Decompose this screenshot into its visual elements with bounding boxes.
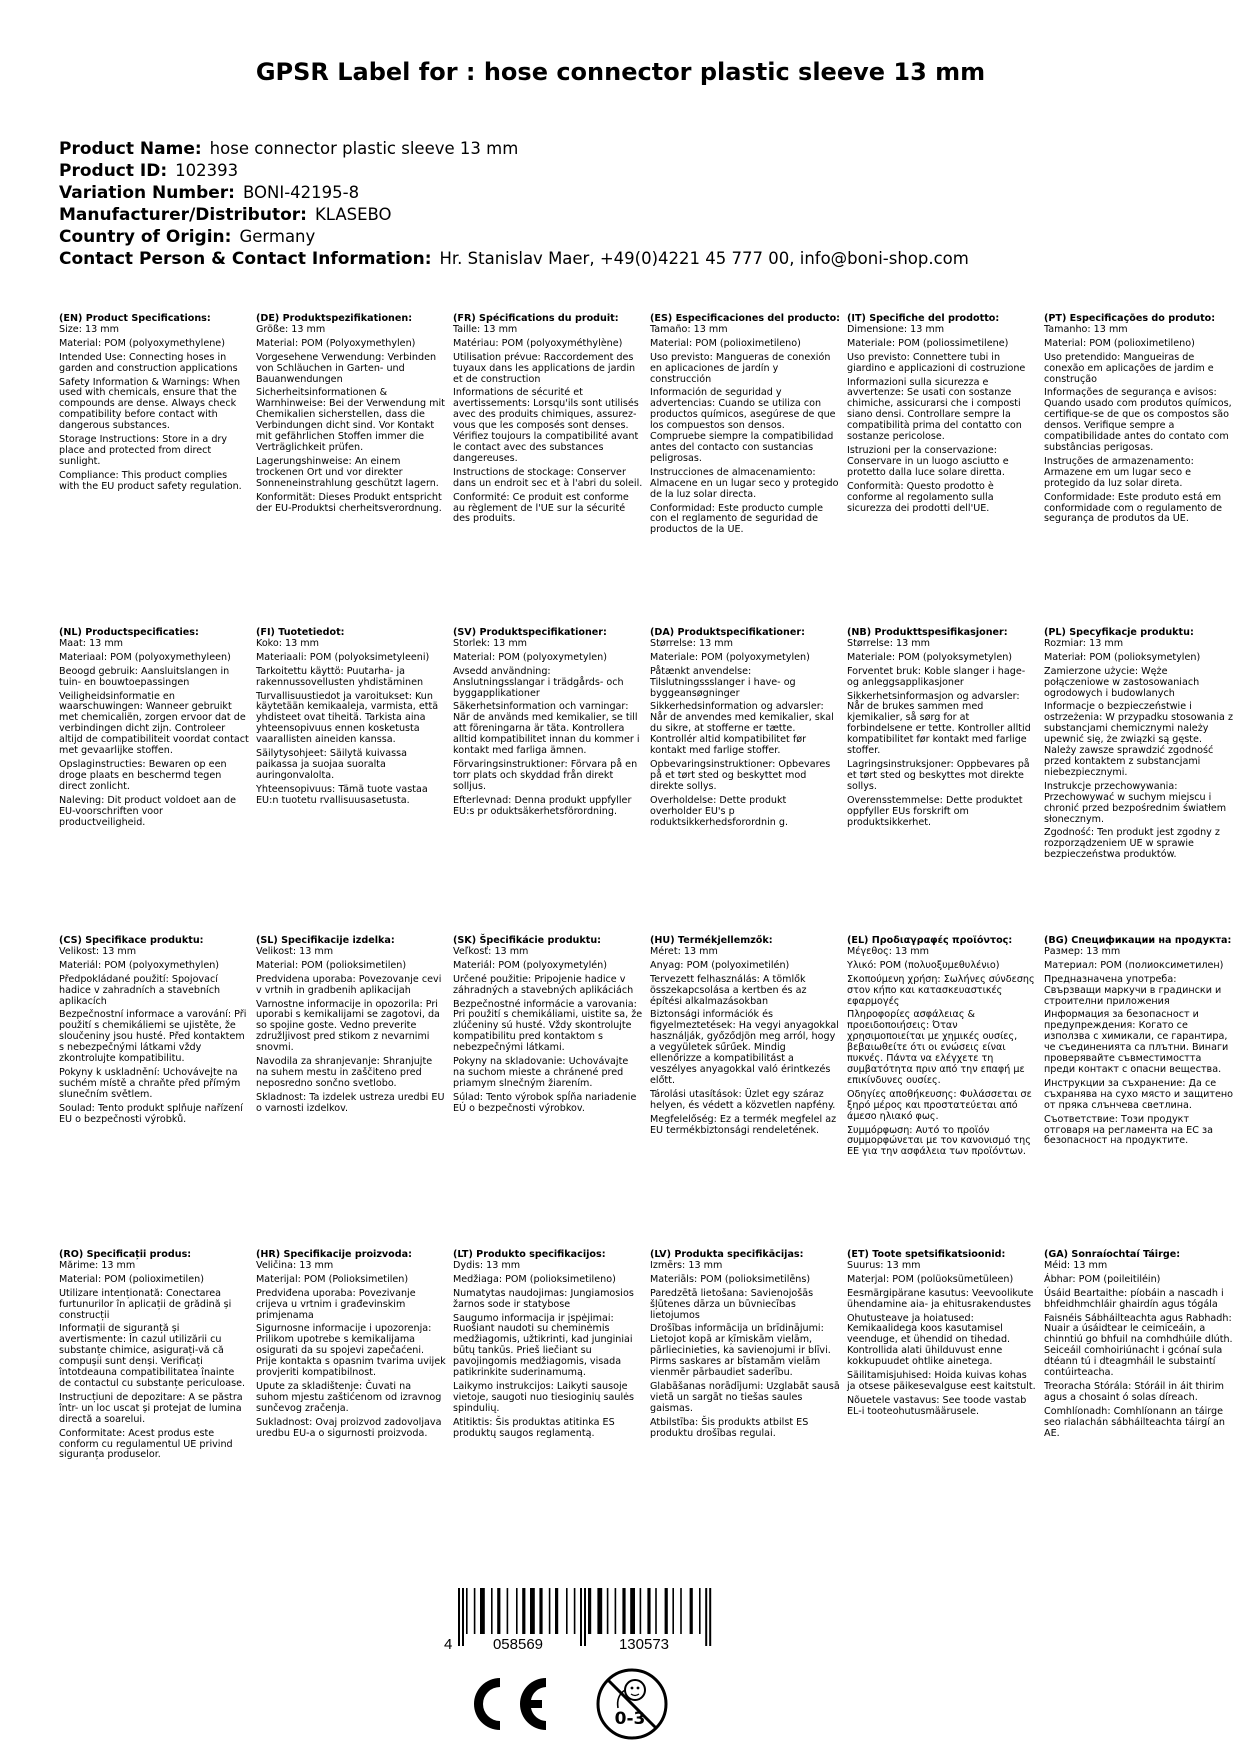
spec-block bbox=[453, 1250, 643, 1443]
info-label: Contact Person & Contact Information: bbox=[59, 249, 432, 269]
spec-heading: (NB) Produkttspesifikasjoner: bbox=[847, 627, 1008, 638]
spec-block bbox=[453, 314, 643, 528]
spec-line: Dydis: 13 mm bbox=[453, 1259, 521, 1271]
spec-heading: (SV) Produktspecifikationer: bbox=[453, 627, 607, 638]
barcode-bar bbox=[474, 1588, 476, 1634]
spec-line: Velikost: 13 mm bbox=[256, 945, 334, 957]
spec-line: Información de seguridad y advertencias: Cuando se utiliza con productos químicos, asegúrese de que los compuestos son densos. Compruebe siempre la compatibilidad antes del contacto con sustancias peligrosas. bbox=[650, 387, 836, 464]
spec-line: Safety Information & Warnings: When used with chemicals, ensure that the compounds are dense. Always check compatibility before contact with dangerous substances. bbox=[59, 376, 241, 432]
spec-line: Súlad: Tento výrobok spĺňa nariadenie EÚ o bezpečnosti výrobkov. bbox=[453, 1091, 637, 1114]
spec-line: Forventet bruk: Koble slanger i hage- og anleggsapplikasjoner bbox=[847, 665, 1026, 688]
barcode-bar bbox=[630, 1588, 635, 1634]
spec-line: Predvidena uporaba: Povezovanje cevi v vrtnih in gradbenih aplikacijah bbox=[256, 973, 442, 996]
spec-line: Instruções de armazenamento: Armazene em um lugar seco e protegido da luz solar direta. bbox=[1044, 455, 1194, 489]
barcode bbox=[436, 1586, 726, 1652]
barcode-bar bbox=[672, 1588, 674, 1634]
spec-line: Material: POM (polioksimetilen) bbox=[256, 959, 407, 971]
spec-line: Uso pretendido: Mangueiras de conexão em aplicações de jardim e construção bbox=[1044, 351, 1214, 385]
spec-block bbox=[453, 628, 643, 821]
spec-heading: (IT) Specifiche del prodotto: bbox=[847, 313, 1000, 324]
spec-line: Bezpečnostné informácie a varovania: Pri použití s chemikáliami, uistite sa, že zlúčeniny sú husté. Vždy skontrolujte kompatibilitu pred kontaktom s nebezpečnými látkami. bbox=[453, 998, 643, 1054]
spec-heading: (ES) Especificaciones del producto: bbox=[650, 313, 841, 324]
spec-line: Atitiktis: Šis produktas atitinka ES produktų saugos reglamentą. bbox=[453, 1416, 615, 1439]
spec-line: Sigurnosne informacije i upozorenja: Prilikom upotrebe s kemikalijama osigurati da su spojevi zapečaćeni. Prije kontakta s opasnim tvarima uvijek provjeriti kompatibilnost. bbox=[256, 1323, 446, 1379]
spec-block bbox=[453, 936, 643, 1118]
spec-line: Säkerhetsinformation och varningar: När de används med kemikalier, se till att föreningarna är täta. Kontrollera alltid kompatibilitet innan du kommer i kontakt med farliga ämnen. bbox=[453, 701, 640, 757]
barcode-bar bbox=[690, 1588, 693, 1634]
product-id-row bbox=[59, 160, 969, 182]
spec-line: Materiāls: POM (polioksimetilēns) bbox=[650, 1273, 811, 1285]
spec-line: Laikymo instrukcijos: Laikyti sausoje vietoje, saugoti nuo tiesioginių saulės spindulių. bbox=[453, 1380, 635, 1414]
spec-line: Istruzioni per la conservazione: Conservare in un luogo asciutto e protetto dalla luce solare diretta. bbox=[847, 444, 1009, 478]
spec-heading: (HU) Termékjellemzők: bbox=[650, 935, 773, 946]
spec-line: Materiale: POM (polyoksymetylen) bbox=[847, 651, 1013, 663]
info-value: BONI-42195-8 bbox=[242, 183, 360, 202]
spec-line: Materiál: POM (polyoxymetylén) bbox=[453, 959, 607, 971]
spec-line: Materiaal: POM (polyoxymethyleen) bbox=[59, 651, 231, 663]
spec-line: Intended Use: Connecting hoses in garden and construction applications bbox=[59, 351, 238, 374]
spec-line: Informații de siguranță și avertismente: În cazul utilizării cu substanțe chimice, asigurați-vă că compușii sunt denși. Verificați întotdeauna compatibilitatea înainte de contactul cu substanțe periculoase. bbox=[59, 1323, 246, 1389]
info-label: Country of Origin: bbox=[59, 227, 232, 247]
barcode-bar bbox=[539, 1588, 542, 1634]
spec-line: Úsáid Beartaithe: píobáin a nascadh i bhfeidhmchláir ghairdín agus tógála bbox=[1044, 1287, 1224, 1310]
spec-line: Uso previsto: Mangueras de conexión en aplicaciones de jardín y construcción bbox=[650, 351, 831, 385]
spec-block bbox=[1044, 1250, 1234, 1443]
spec-block bbox=[650, 936, 840, 1139]
spec-line: Izmērs: 13 mm bbox=[650, 1259, 723, 1271]
spec-line: Instrukcje przechowywania: Przechowywać w suchym miejscu i chronić przed bezpośrednim światłem słonecznym. bbox=[1044, 780, 1227, 825]
spec-heading: (PL) Specyfikacje produktu: bbox=[1044, 627, 1194, 638]
spec-line: Efterlevnad: Denna produkt uppfyller EU:s pr oduktsäkerhetsförordning. bbox=[453, 794, 632, 817]
barcode-digits-left: 058569 bbox=[492, 1636, 544, 1652]
product-info bbox=[59, 138, 969, 270]
spec-block bbox=[650, 314, 840, 539]
spec-line: Conformidade: Este produto está em conformidade com o regulamento de segurança de produtos da UE. bbox=[1044, 491, 1223, 525]
spec-line: Material: POM (polyoxymethylene) bbox=[59, 337, 225, 349]
spec-heading: (EN) Product Specifications: bbox=[59, 313, 211, 324]
spec-heading: (DA) Produktspecifikationer: bbox=[650, 627, 805, 638]
barcode-bar bbox=[615, 1588, 617, 1634]
spec-line: Navodila za shranjevanje: Shranjujte na suhem mestu in zaščiteno pred neposredno sončno svetlobo. bbox=[256, 1056, 433, 1089]
barcode-bar bbox=[680, 1588, 682, 1634]
spec-line: Opslaginstructies: Bewaren op een droge plaats en beschermd tegen direct zonlicht. bbox=[59, 758, 227, 792]
spec-block bbox=[256, 628, 446, 810]
spec-line: Pokyny k uskladnění: Uchovávejte na suchém místě a chraňte před přímým slunečním světlem. bbox=[59, 1066, 241, 1100]
info-value: Germany bbox=[239, 227, 316, 246]
spec-line: Tamaño: 13 mm bbox=[650, 323, 728, 335]
spec-line: Storlek: 13 mm bbox=[453, 637, 528, 649]
spec-line: Comhlíonadh: Comhlíonann an táirge seo rialachán sábháilteachta táirgí an AE. bbox=[1044, 1405, 1225, 1439]
spec-line: Instrucciones de almacenamiento: Almacene en un lugar seco y protegido de la luz solar directa. bbox=[650, 466, 839, 500]
spec-block bbox=[847, 1250, 1037, 1421]
variation-number-row bbox=[59, 182, 969, 204]
spec-heading: (DE) Produktspezifikationen: bbox=[256, 313, 413, 324]
spec-line: Faisnéis Sábháilteachta agus Rabhadh: Nuair a úsáidtear le ceimiceáin, a chinntiú go bhfuil na comhdhúile dlúth. Seiceáil comhoiriúnacht i gcónaí sula dtéann tú i dteagmháil le substaintí contúirteacha. bbox=[1044, 1312, 1233, 1379]
spec-block bbox=[59, 1250, 249, 1464]
spec-line: Tárolási utasítások: Üzlet egy száraz helyen, és védett a közvetlen napfény. bbox=[650, 1088, 836, 1111]
spec-line: Předpokládané použití: Spojovací hadice v zahradních a stavebních aplikacích bbox=[59, 973, 221, 1007]
spec-line: Sikkerhetsinformasjon og advarsler: Når de brukes sammen med kjemikalier, så sørg for at forbindelsene er tette. Kontroller alltid kompatibilitet før kontakt med farlige stoffer. bbox=[847, 690, 1031, 757]
info-value: 102393 bbox=[175, 161, 239, 180]
spec-line: Konformität: Dieses Produkt entspricht der EU-Produktsi cherheitsverordnung. bbox=[256, 491, 442, 514]
spec-line: Инструкции за съхранение: Да се съхранява на сухо място и защитено от пряка слънчева светлина. bbox=[1044, 1077, 1234, 1111]
spec-line: Numatytas naudojimas: Jungiamosios žarnos sode ir statybose bbox=[453, 1287, 634, 1310]
spec-line: Material: POM (polioximetilen) bbox=[59, 1273, 204, 1285]
spec-heading: (LV) Produkta specifikācijas: bbox=[650, 1249, 804, 1260]
spec-block bbox=[256, 936, 446, 1118]
spec-line: Megfelelőség: Ez a termék megfelel az EU termékbiztonsági rendeletének. bbox=[650, 1113, 837, 1136]
spec-heading: (SL) Specifikacije izdelka: bbox=[256, 935, 395, 946]
manufacturer-row bbox=[59, 204, 969, 226]
page-title: GPSR Label for : hose connector plastic sleeve 13 mm bbox=[255, 58, 986, 86]
spec-line: Uso previsto: Connettere tubi in giardino e applicazioni di costruzione bbox=[847, 351, 1026, 374]
spec-line: Predviđena uporaba: Povezivanje crijeva u vrtnim i građevinskim primjenama bbox=[256, 1287, 416, 1321]
spec-line: Instrucțiuni de depozitare: A se păstra într- un loc uscat și protejat de lumina directă a soarelui. bbox=[59, 1391, 243, 1425]
barcode-bar bbox=[530, 1588, 535, 1634]
age-warning-icon bbox=[598, 1670, 666, 1738]
spec-line: Tervezett felhasználás: A tömlők összekapcsolása a kertben és az építési alkalmazásokban bbox=[650, 973, 807, 1007]
spec-line: Σκοπούμενη χρήση: Σωλήνες σύνδεσης στον κήπο και κατασκευαστικές εφαρμογές bbox=[847, 973, 1035, 1007]
spec-line: Turvallisuustiedot ja varoitukset: Kun käytetään kemikaaleja, varmista, että yhdisteet ovat tiheitä. Tarkista aina yhteensopivuus ennen kosketusta vaarallisten aineiden kanssa. bbox=[256, 690, 439, 746]
spec-block bbox=[1044, 628, 1234, 864]
barcode-digit-first: 4 bbox=[444, 1636, 453, 1652]
spec-line: Materiale: POM (polyoxymetylen) bbox=[650, 651, 810, 663]
spec-line: Tamanho: 13 mm bbox=[1044, 323, 1128, 335]
spec-line: Lagerungshinweise: An einem trockenen Ort und vor direkter Sonneneinstrahlung geschützt lagern. bbox=[256, 455, 439, 489]
spec-line: Skladnost: Ta izdelek ustreza uredbi EU o varnosti izdelkov. bbox=[256, 1091, 445, 1114]
spec-line: Koko: 13 mm bbox=[256, 637, 319, 649]
spec-line: Utilizare intenționată: Conectarea furtunurilor în aplicații de grădină și construcții bbox=[59, 1287, 232, 1321]
spec-heading: (SK) Špecifikácie produktu: bbox=[453, 935, 602, 946]
spec-heading: (CS) Specifikace produktu: bbox=[59, 935, 204, 946]
spec-line: Vorgesehene Verwendung: Verbinden von Schläuchen in Garten- und Bauanwendungen bbox=[256, 351, 437, 385]
spec-line: Bezpečnostní informace a varování: Při použití s chemikáliemi se ujistěte, že sloučeniny jsou husté. Před kontaktem s nebezpečnými látkami vždy zkontrolujte kompatibilitu. bbox=[59, 1009, 247, 1065]
spec-line: Overholdelse: Dette produkt overholder EU's p roduktsikkerhedsforordnin g. bbox=[650, 794, 789, 828]
spec-line: Avsedd användning: Anslutningsslangar i trädgårds- och byggapplikationer bbox=[453, 665, 624, 699]
spec-block bbox=[847, 936, 1037, 1161]
barcode-bar bbox=[665, 1588, 668, 1634]
spec-line: Størrelse: 13 mm bbox=[847, 637, 930, 649]
spec-line: Ohutusteave ja hoiatused: Kemikaalidega koos kasutamisel veenduge, et ühendid on tihedad. Kontrollida alati ühilduvust enne kokkupuudet ohtlike ainetega. bbox=[847, 1312, 1011, 1368]
spec-block bbox=[847, 628, 1037, 831]
spec-line: Materiaali: POM (polyoksimetyleeni) bbox=[256, 651, 430, 663]
spec-line: Materiał: POM (polioksymetylen) bbox=[1044, 651, 1201, 663]
spec-line: Materijal: POM (Polioksimetilen) bbox=[256, 1273, 409, 1285]
barcode-bar bbox=[491, 1588, 493, 1634]
info-value: Hr. Stanislav Maer, +49(0)4221 45 777 00, info@boni-shop.com bbox=[439, 249, 969, 268]
spec-line: Размер: 13 mm bbox=[1044, 945, 1121, 957]
spec-line: Compliance: This product complies with the EU product safety regulation. bbox=[59, 469, 242, 492]
info-label: Product Name: bbox=[59, 139, 202, 159]
spec-line: Varnostne informacije in opozorila: Pri uporabi s kemikalijami se zagotovi, da so spojine goste. Vedno preverite združljivost pred stikom z nevarnimi snovmi. bbox=[256, 998, 440, 1054]
spec-line: Naleving: Dit product voldoet aan de EU-voorschriften voor productveiligheid. bbox=[59, 794, 236, 828]
spec-line: Yhteensopivuus: Tämä tuote vastaa EU:n tuotetu rvallisuusasetusta. bbox=[256, 783, 428, 806]
spec-line: Suurus: 13 mm bbox=[847, 1259, 921, 1271]
spec-heading: (NL) Productspecificaties: bbox=[59, 627, 199, 638]
spec-heading: (LT) Produkto specifikacijos: bbox=[453, 1249, 606, 1260]
barcode-bar bbox=[480, 1588, 485, 1634]
spec-line: Glabāšanas norādījumi: Uzglabāt sausā vietā un sargāt no tiešas saules gaismas. bbox=[650, 1380, 840, 1414]
age-label: 0-3 bbox=[614, 1709, 646, 1729]
info-value: KLASEBO bbox=[314, 205, 392, 224]
barcode-bar bbox=[655, 1588, 657, 1634]
barcode-bar bbox=[699, 1588, 701, 1634]
spec-line: Conformitate: Acest produs este conform cu regulamentul UE privind siguranța produselor. bbox=[59, 1427, 233, 1461]
spec-line: Съответствие: Този продукт отговаря на регламента на ЕС за безопасност на продуктите. bbox=[1044, 1113, 1213, 1147]
barcode-bar bbox=[466, 1588, 468, 1634]
spec-line: Instructions de stockage: Conserver dans un endroit sec et à l'abri du soleil. bbox=[453, 466, 643, 489]
spec-heading: (GA) Sonraíochtaí Táirge: bbox=[1044, 1249, 1181, 1260]
spec-line: Rozmiar: 13 mm bbox=[1044, 637, 1124, 649]
barcode-digits-right: 130573 bbox=[618, 1636, 670, 1652]
spec-line: Säilitamisjuhised: Hoida kuivas kohas ja otsese päikesevalguse eest kaitstult. bbox=[847, 1370, 1036, 1392]
compliance-marks bbox=[460, 1664, 700, 1744]
spec-line: Material: POM (Polyoxymethylen) bbox=[256, 337, 416, 349]
product-name-row bbox=[59, 138, 969, 160]
barcode-bar bbox=[705, 1588, 707, 1646]
barcode-bar bbox=[647, 1588, 650, 1634]
spec-line: Υλικό: POM (πολυοξυμεθυλένιο) bbox=[847, 959, 1000, 971]
spec-line: Informazioni sulla sicurezza e avvertenze: Se usati con sostanze chimiche, assicurarsi che i composti siano densi. Controllare sempre la compatibilità prima del contatto con sostanze pericolose. bbox=[847, 376, 1022, 443]
spec-heading: (BG) Спецификации на продукта: bbox=[1044, 935, 1232, 946]
spec-line: Drošības informācija un brīdinājumi: Lietojot kopā ar ķīmiskām vielām, pārliecinieties, ka savienojumi ir blīvi. Pirms saskares ar bīstamām vielām vienmēr pārbaudiet saderību. bbox=[650, 1323, 831, 1379]
barcode-bar bbox=[497, 1588, 500, 1634]
barcode-bar bbox=[522, 1588, 525, 1634]
spec-line: Atbilstība: Šis produkts atbilst ES produktu drošības regulai. bbox=[650, 1416, 809, 1439]
spec-line: Sicherheitsinformationen & Warnhinweise: Bei der Verwendung mit Chemikalien sicherstellen, dass die Verbindungen dicht sind. Vor Kontakt mit gefährlichen Stoffen immer die Verträglichkeit prüfen. bbox=[256, 387, 445, 453]
spec-line: Opbevaringsinstruktioner: Opbevares på et tørt sted og beskyttet mod direkte sollys. bbox=[650, 758, 831, 792]
spec-line: Materiale: POM (poliossimetilene) bbox=[847, 337, 1009, 349]
spec-line: Matériau: POM (polyoxyméthylène) bbox=[453, 337, 623, 349]
barcode-bar bbox=[640, 1588, 642, 1634]
spec-line: Sikkerhedsinformation og advarsler: Når de anvendes med kemikalier, skal du sikre, at stofferne er tætte. Kontrollér altid kompatibilitet før kontakt med farlige stoffer. bbox=[650, 701, 834, 757]
spec-line: Pokyny na skladovanie: Uchovávajte na suchom mieste a chránené pred priamym slnečným žiarením. bbox=[453, 1056, 629, 1089]
spec-heading: (FR) Spécifications du produit: bbox=[453, 313, 619, 324]
spec-line: Mărime: 13 mm bbox=[59, 1259, 136, 1271]
spec-line: Conformité: Ce produit est conforme au règlement de l'UE sur la sécurité des produits. bbox=[453, 491, 629, 525]
barcode-bar bbox=[555, 1588, 558, 1634]
spec-line: Dimensione: 13 mm bbox=[847, 323, 945, 335]
spec-line: Säilytysohjeet: Säilytä kuivassa paikassa ja suojaa suoralta auringonvalolta. bbox=[256, 748, 407, 781]
spec-block bbox=[1044, 936, 1234, 1150]
spec-line: Zamierzone użycie: Węże połączeniowe w zastosowaniach ogrodowych i budowlanych bbox=[1044, 665, 1200, 699]
spec-line: Materiál: POM (polyoxymethylen) bbox=[59, 959, 220, 971]
spec-line: Méret: 13 mm bbox=[650, 945, 718, 957]
spec-block bbox=[847, 314, 1037, 517]
barcode-bar bbox=[507, 1588, 509, 1634]
spec-block bbox=[650, 628, 840, 831]
spec-line: Určené použitie: Pripojenie hadice v záhradných a stavebných aplikáciách bbox=[453, 973, 634, 996]
spec-line: Предназначена употреба: Свързващи маркучи в градински и строителни приложения bbox=[1044, 973, 1222, 1007]
spec-heading: (ET) Toote spetsifikatsioonid: bbox=[847, 1249, 1006, 1260]
spec-line: Utilisation prévue: Raccordement des tuyaux dans les applications de jardin et de construction bbox=[453, 351, 636, 385]
barcode-bar bbox=[458, 1588, 460, 1646]
spec-line: Zgodność: Ten produkt jest zgodny z rozporządzeniem UE w sprawie bezpieczeństwa produktów. bbox=[1044, 827, 1220, 861]
spec-block bbox=[650, 1250, 840, 1443]
spec-line: Πληροφορίες ασφάλειας & προειδοποιήσεις: Όταν χρησιμοποιείται με χημικές ουσίες, βεβαιωθείτε ότι οι ενώσεις είναι πυκνές. Πάντα να ελέγχετε τη συμβατότητα πριν από την επαφή με επικίνδυνες ουσίες. bbox=[847, 1009, 1025, 1086]
info-label: Product ID: bbox=[59, 161, 168, 181]
spec-line: Maat: 13 mm bbox=[59, 637, 124, 649]
spec-block bbox=[59, 314, 249, 496]
spec-block bbox=[59, 936, 249, 1129]
spec-heading: (FI) Tuotetiedot: bbox=[256, 627, 345, 638]
country-of-origin-row bbox=[59, 226, 969, 248]
barcode-bar bbox=[709, 1588, 711, 1646]
spec-line: Μέγεθος: 13 mm bbox=[847, 945, 929, 957]
barcode-bar bbox=[566, 1588, 568, 1634]
spec-block bbox=[59, 628, 249, 831]
spec-line: Taille: 13 mm bbox=[453, 323, 518, 335]
spec-line: Veličina: 13 mm bbox=[256, 1259, 334, 1271]
spec-line: Size: 13 mm bbox=[59, 323, 119, 335]
spec-line: Informations de sécurité et avertissements: Lorsqu'ils sont utilisés avec des produits chimiques, assurez-vous que les composés sont denses. Vérifiez toujours la compatibilité avant le contact avec des substances dangereuses. bbox=[453, 387, 639, 464]
spec-line: Paredzētā lietošana: Savienojošās šļūtenes dārza un būvniecības lietojumos bbox=[650, 1287, 814, 1321]
info-label: Variation Number: bbox=[59, 183, 235, 203]
spec-line: Οδηγίες αποθήκευσης: Φυλάσσεται σε ξηρό μέρος και προστατεύεται από άμεσο ηλιακό φως. bbox=[847, 1088, 1032, 1122]
spec-line: Material: POM (polioximetileno) bbox=[650, 337, 801, 349]
spec-line: Ábhar: POM (poileitiléin) bbox=[1044, 1273, 1161, 1285]
spec-line: Veľkosť: 13 mm bbox=[453, 945, 529, 957]
spec-line: Saugumo informacija ir įspėjimai: Ruošiant naudoti su cheminėmis medžiagomis, užtikrinti, kad junginiai būtų tankūs. Prieš liečiant su pavojingomis medžiagomis, visada patikrinkite suderinamumą. bbox=[453, 1312, 633, 1379]
spec-block bbox=[1044, 314, 1234, 528]
barcode-bar bbox=[462, 1588, 464, 1646]
spec-line: Eesmärgipärane kasutus: Veevoolikute ühendamine aia- ja ehitusrakendustes bbox=[847, 1287, 1034, 1310]
spec-line: Veiligheidsinformatie en waarschuwingen: Wanneer gebruikt met chemicaliën, zorgen ervoor dat de verbindingen dicht zijn. Controleer altijd de compatibiliteit voordat contact met gevaarlijke stoffen. bbox=[59, 690, 249, 757]
barcode-bar bbox=[588, 1588, 591, 1634]
spec-line: Informações de segurança e avisos: Quando usado com produtos químicos, certifique-se de que os compostos são densos. Verifique sempre a compatibilidade antes do contato com substâncias perigosas. bbox=[1044, 387, 1232, 453]
spec-line: Medžiaga: POM (polioksimetileno) bbox=[453, 1273, 616, 1285]
spec-line: Lagringsinstruksjoner: Oppbevares på et tørt sted og beskyttes mot direkte sollys. bbox=[847, 758, 1030, 792]
spec-line: Material: POM (polioximetileno) bbox=[1044, 337, 1195, 349]
spec-line: Größe: 13 mm bbox=[256, 323, 326, 335]
spec-line: Velikost: 13 mm bbox=[59, 945, 137, 957]
spec-line: Tarkoitettu käyttö: Puutarha- ja rakennussovellusten yhdistäminen bbox=[256, 665, 424, 688]
barcode-bar bbox=[584, 1588, 586, 1646]
spec-heading: (PT) Especificações do produto: bbox=[1044, 313, 1216, 324]
spec-line: Storage Instructions: Store in a dry place and protected from direct sunlight. bbox=[59, 434, 228, 467]
spec-line: Förvaringsinstruktioner: Förvara på en torr plats och skyddad från direkt solljus. bbox=[453, 758, 638, 792]
spec-line: Material: POM (polyoxymetylen) bbox=[453, 651, 607, 663]
spec-line: Méid: 13 mm bbox=[1044, 1259, 1108, 1271]
spec-line: Størrelse: 13 mm bbox=[650, 637, 733, 649]
spec-line: Anyag: POM (polyoximetilén) bbox=[650, 959, 790, 971]
barcode-bar bbox=[597, 1588, 602, 1634]
info-label: Manufacturer/Distributor: bbox=[59, 205, 307, 225]
spec-block bbox=[256, 314, 446, 517]
info-value: hose connector plastic sleeve 13 mm bbox=[209, 139, 519, 158]
spec-line: Nõuetele vastavus: See toode vastab EL-i tooteohutusmäärusele. bbox=[847, 1394, 1027, 1417]
spec-line: Overensstemmelse: Dette produktet oppfyller EUs forskrift om produktsikkerhet. bbox=[847, 794, 1023, 828]
spec-heading: (EL) Προδιαγραφές προϊόντος: bbox=[847, 935, 1013, 946]
spec-line: Materjal: POM (polüoksümetüleen) bbox=[847, 1273, 1014, 1285]
contact-row bbox=[59, 248, 969, 270]
spec-line: Påtænkt anvendelse: Tilslutningssslanger i have- og byggeansøgninger bbox=[650, 665, 796, 699]
barcode-bar bbox=[516, 1588, 518, 1634]
spec-line: Beoogd gebruik: Aansluitslangen in tuin- en bouwtoepassingen bbox=[59, 665, 230, 688]
spec-block bbox=[256, 1250, 446, 1443]
spec-line: Информация за безопасност и предупреждения: Когато се използва с химикали, се гарантира, че съединенията са плътни. Винаги проверявайте съвместимостта преди контакт с опасни вещества. bbox=[1044, 1009, 1229, 1075]
spec-line: Συμμόρφωση: Αυτό το προϊόν συμμορφώνεται με τον κανονισμό της ΕΕ για την ασφάλεια των προϊόντων. bbox=[847, 1124, 1031, 1158]
spec-line: Soulad: Tento produkt splňuje nařízení EU o bezpečnosti výrobků. bbox=[59, 1102, 243, 1125]
barcode-bar bbox=[607, 1588, 609, 1634]
spec-heading: (RO) Specificații produs: bbox=[59, 1249, 192, 1260]
spec-line: Upute za skladištenje: Čuvati na suhom mjestu zaštićenom od izravnog sunčevog zračenja. bbox=[256, 1380, 442, 1414]
spec-line: Treoracha Stórála: Stóráil in áit thirim agus a chosaint ó solas díreach. bbox=[1044, 1380, 1224, 1403]
barcode-bar bbox=[549, 1588, 551, 1634]
spec-line: Informacje o bezpieczeństwie i ostrzeżenia: W przypadku stosowania z substancjami chemicznymi należy upewnić się, że związki są gęste. Należy zawsze sprawdzić zgodność przed kontaktem z substancjami niebezpiecznymi. bbox=[1044, 701, 1234, 778]
ce-mark-icon bbox=[474, 1678, 546, 1730]
spec-line: Biztonsági információk és figyelmeztetések: Ha vegyi anyagokkal használják, győződjön meg arról, hogy a vegyületek sűrűek. Mindig ellenőrizze a kompatibilitást a veszélyes anyagokkal való érintkezés előtt. bbox=[650, 1009, 839, 1086]
spec-line: Conformidad: Este producto cumple con el reglamento de seguridad de productos de la UE. bbox=[650, 502, 823, 536]
barcode-bar bbox=[580, 1588, 582, 1646]
barcode-bar bbox=[622, 1588, 625, 1634]
spec-line: Материал: POM (полиоксиметилен) bbox=[1044, 959, 1224, 971]
spec-heading: (HR) Specifikacije proizvoda: bbox=[256, 1249, 412, 1260]
barcode-bar bbox=[574, 1588, 576, 1634]
spec-line: Sukladnost: Ovaj proizvod zadovoljava uredbu EU-a o sigurnosti proizvoda. bbox=[256, 1416, 442, 1439]
spec-line: Conformità: Questo prodotto è conforme al regolamento sulla sicurezza dei prodotti dell'UE. bbox=[847, 480, 994, 514]
